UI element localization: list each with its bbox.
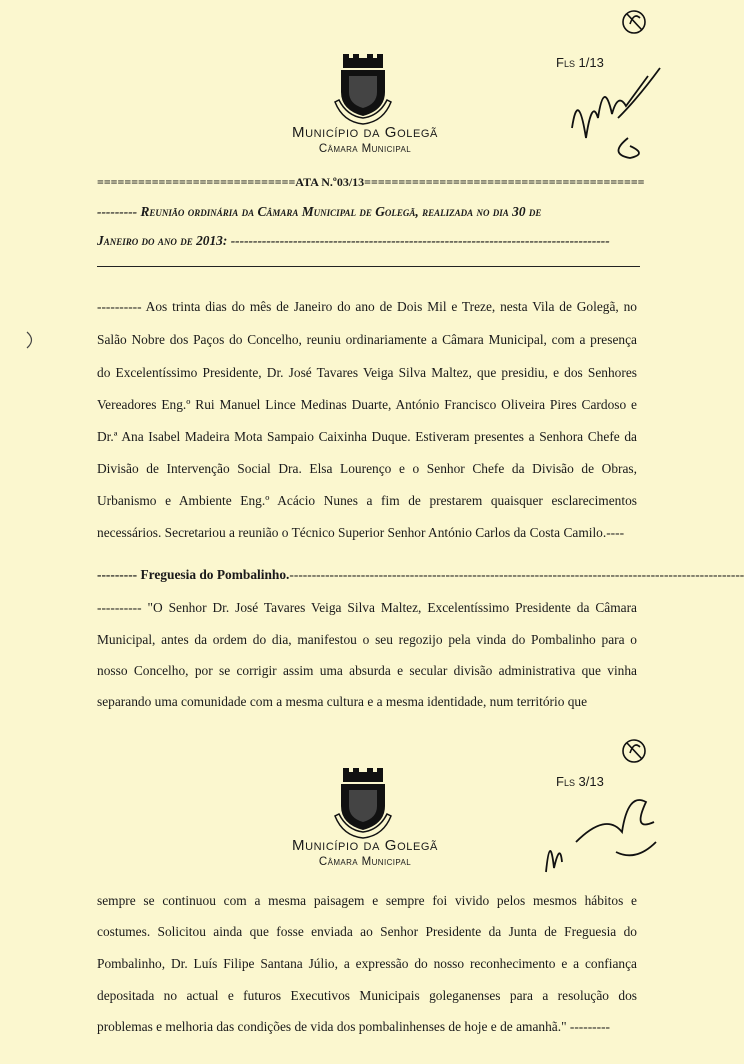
paragraph-line: do Excelentíssimo Presidente, Dr. José Tavares Veiga Silva Maltez, que presidiu, e dos Senhores xyxy=(97,365,637,380)
paragraph-line: sempre se continuou com a mesma paisagem e sempre foi vivido pelos mesmos hábitos e xyxy=(97,893,637,908)
paragraph-line: Dr.ª Ana Isabel Madeira Mota Sampaio Caixinha Duque. Estiveram presentes a Senhora Chefe da xyxy=(97,429,637,444)
municipality-name: Município da Golegã xyxy=(292,837,438,854)
initials-stamp-icon xyxy=(618,735,650,767)
paragraph-line: nosso Concelho, por se corrigir assim uma absurda e secular divisão administrativa que vinha xyxy=(97,663,637,678)
paragraph-line: necessários. Secretariou a reunião o Técnico Superior Senhor António Carlos da Costa Camilo.---- xyxy=(97,525,625,540)
paragraph-line: Urbanismo e Ambiente Eng.º Acácio Nunes a fim de prestarem quaisquer esclarecimentos xyxy=(97,493,637,508)
folio-number: Fls 1/13 xyxy=(556,55,604,70)
paragraph-line: separando uma comunidade com a mesma cultura e a mesma identidade, num território que xyxy=(97,694,588,709)
paragraph-line: Municipal, antes da ordem do dia, manifestou o seu regozijo pela vinda do Pombalinho para o xyxy=(97,632,637,647)
meeting-subtitle-line1: --------- Reunião ordinária da Câmara Municipal de Golegã, realizada no dia 30 de xyxy=(97,204,542,219)
paragraph-line: Pombalinho, Dr. Luís Filipe Santana Júlio, a expressão do nosso reconhecimento e a confiança xyxy=(97,956,637,971)
folio-number: Fls 3/13 xyxy=(556,774,604,789)
paragraph-line: ---------- Aos trinta dias do mês de Janeiro do ano de Dois Mil e Treze, nesta Vila de Golegã, no xyxy=(97,299,637,314)
minutes-number: =============================ATA N.º03/13========================================= xyxy=(97,175,645,189)
margin-mark-icon xyxy=(24,330,38,350)
municipality-name: Município da Golegã xyxy=(292,124,438,141)
meeting-subtitle-line2: Janeiro do ano de 2013: ------------------------------------------------------------------------------------- xyxy=(97,233,610,248)
municipal-crest-icon xyxy=(331,766,395,840)
paragraph-line: Salão Nobre dos Paços do Concelho, reuniu ordinariamente a Câmara Municipal, com a presença xyxy=(97,332,637,347)
municipal-crest-icon xyxy=(331,52,395,126)
signature-icon xyxy=(568,58,664,162)
signature-icon xyxy=(536,772,662,892)
section-heading: --------- Freguesia do Pombalinho.------------------------------------------------------------------------------------------------------ xyxy=(97,567,744,582)
paragraph-line: problemas e melhoria das condições de vida dos pombalinhenses de hoje e de amanhã." --------- xyxy=(97,1019,611,1034)
paragraph-line: Divisão de Intervenção Social Dra. Elsa Lourenço e o Senhor Chefe da Divisão de Obras, xyxy=(97,461,637,476)
chamber-name: Câmara Municipal xyxy=(318,143,412,155)
initials-stamp-icon xyxy=(618,6,650,38)
paragraph-line: ---------- "O Senhor Dr. José Tavares Veiga Silva Maltez, Excelentíssimo Presidente da Câmara xyxy=(97,600,637,615)
chamber-name: Câmara Municipal xyxy=(318,856,412,868)
paragraph-line: depositada no actual e futuros Executivos Municipais goleganenses para a resolução dos xyxy=(97,988,637,1003)
paragraph-line: costumes. Solicitou ainda que fosse enviada ao Senhor Presidente da Junta de Freguesia do xyxy=(97,924,637,939)
divider xyxy=(97,266,640,267)
paragraph-line: Vereadores Eng.º Rui Manuel Lince Medinas Duarte, António Francisco Oliveira Pires Cardoso e xyxy=(97,397,637,412)
